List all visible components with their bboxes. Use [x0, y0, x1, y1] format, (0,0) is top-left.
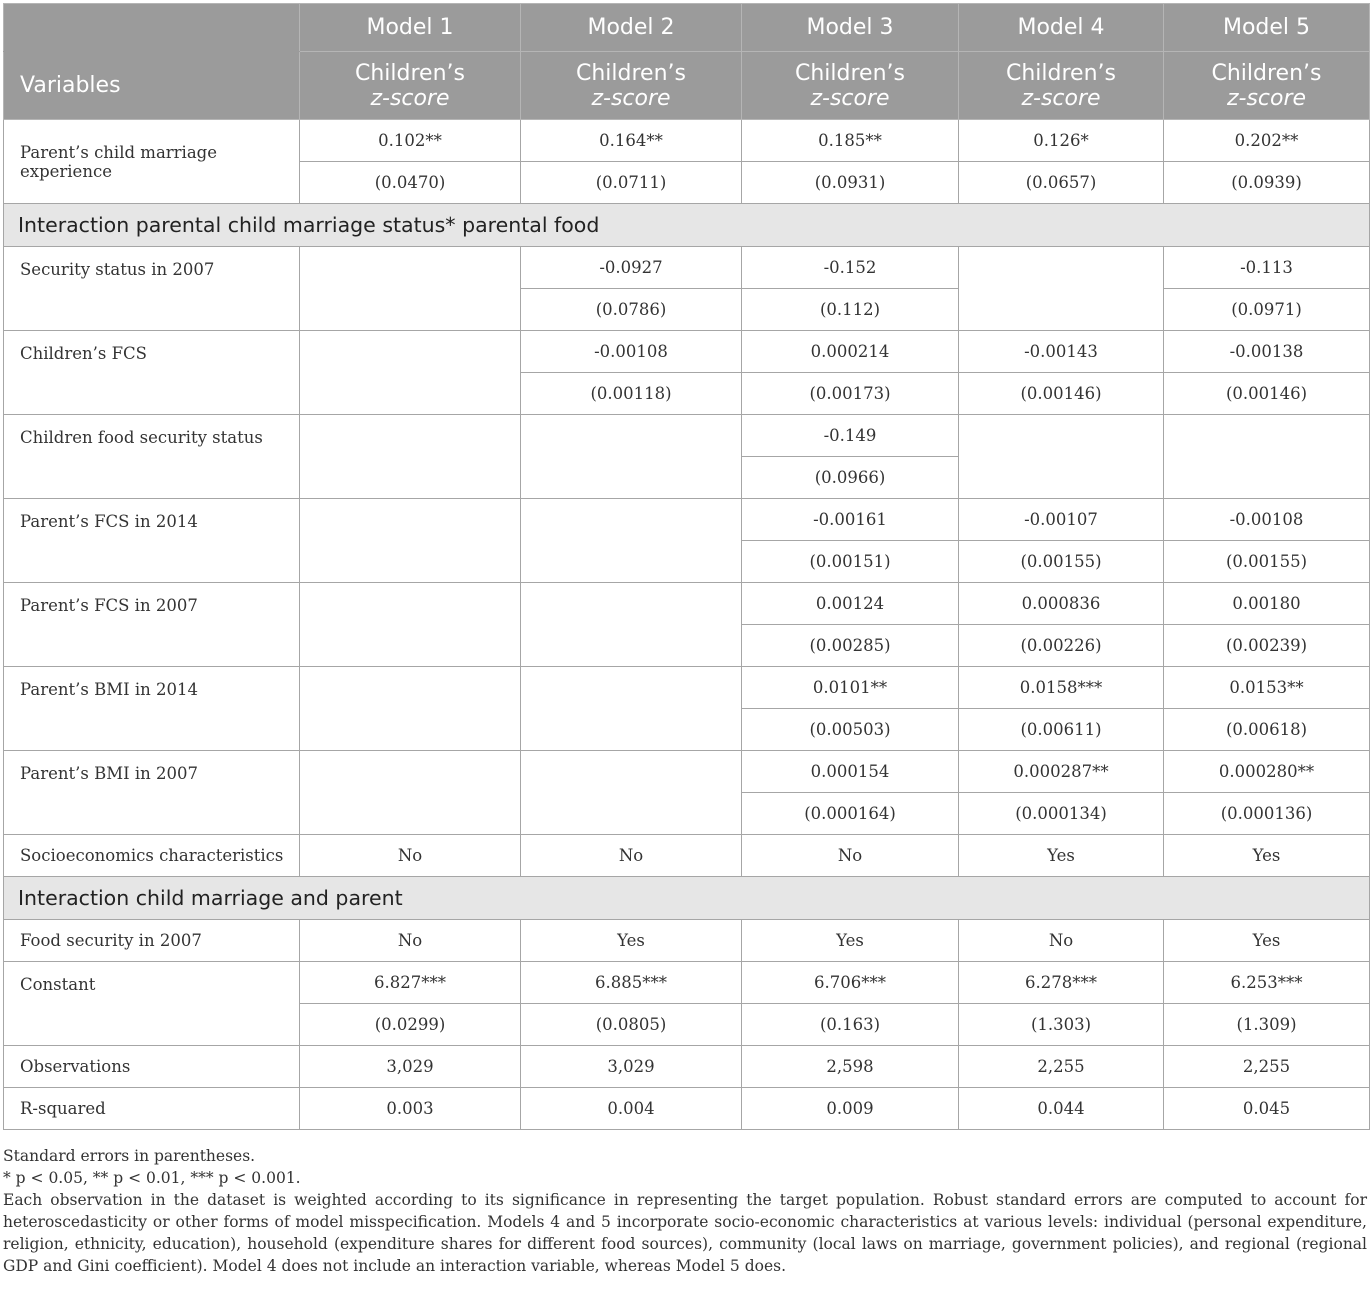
table-header — [4, 4, 1370, 120]
dependent-zscore: z-score — [1021, 85, 1101, 111]
row-label-constant: Constant — [4, 962, 300, 1046]
coef-cell: 0.000280** — [1164, 751, 1370, 793]
header-variables: Variables — [4, 52, 300, 120]
empty-cell — [959, 415, 1164, 499]
row-label-parent-fcs-2007: Parent’s FCS in 2007 — [4, 583, 300, 667]
header-corner — [4, 4, 300, 52]
empty-cell — [1164, 415, 1370, 499]
row-label-r-squared: R-squared — [4, 1088, 300, 1130]
coef-cell: 0.0101** — [742, 667, 959, 709]
se-cell: (0.00155) — [1164, 541, 1370, 583]
coef-cell: 0.164** — [521, 120, 742, 162]
se-cell: (0.0657) — [959, 162, 1164, 204]
coef-cell: 0.126* — [959, 120, 1164, 162]
se-cell: (0.00118) — [521, 373, 742, 415]
table-row — [4, 499, 1370, 541]
header-dependent-5 — [1164, 52, 1370, 120]
coef-cell: 0.102** — [300, 120, 521, 162]
dependent-label: Children’s — [355, 60, 465, 86]
note-standard-errors: Standard errors in parentheses. — [3, 1147, 256, 1165]
se-cell: (0.00503) — [742, 709, 959, 751]
table-row — [4, 667, 1370, 709]
value-cell: 3,029 — [521, 1046, 742, 1088]
dependent-zscore: z-score — [370, 85, 450, 111]
regression-table-container — [3, 3, 1369, 1130]
coef-cell: 0.185** — [742, 120, 959, 162]
table-row — [4, 962, 1370, 1004]
row-label-socioeconomics: Socioeconomics characteristics — [4, 835, 300, 877]
se-cell: (0.0470) — [300, 162, 521, 204]
header-model-4: Model 4 — [959, 4, 1164, 52]
header-dependent-1 — [300, 52, 521, 120]
value-cell: 2,598 — [742, 1046, 959, 1088]
table-row — [4, 1046, 1370, 1088]
se-cell: (0.112) — [742, 289, 959, 331]
value-cell: 0.009 — [742, 1088, 959, 1130]
se-cell: (0.0805) — [521, 1004, 742, 1046]
se-cell: (0.0711) — [521, 162, 742, 204]
table-row — [4, 920, 1370, 962]
row-label-children-fcs: Children’s FCS — [4, 331, 300, 415]
se-cell: (1.309) — [1164, 1004, 1370, 1046]
coef-cell: 0.00124 — [742, 583, 959, 625]
empty-cell — [300, 583, 521, 667]
coef-cell: -0.149 — [742, 415, 959, 457]
se-cell: (0.00618) — [1164, 709, 1370, 751]
value-cell: No — [959, 920, 1164, 962]
se-cell: (1.303) — [959, 1004, 1164, 1046]
se-cell: (0.00226) — [959, 625, 1164, 667]
header-model-5: Model 5 — [1164, 4, 1370, 52]
section-heading-2: Interaction child marriage and parent — [4, 877, 1370, 920]
header-model-2: Model 2 — [521, 4, 742, 52]
dependent-label: Children’s — [1006, 60, 1116, 86]
se-cell: (0.000136) — [1164, 793, 1370, 835]
coef-cell: -0.0927 — [521, 247, 742, 289]
table-row — [4, 751, 1370, 793]
empty-cell — [521, 499, 742, 583]
row-label-parent-fcs-2014: Parent’s FCS in 2014 — [4, 499, 300, 583]
table-row — [4, 247, 1370, 289]
empty-cell — [300, 415, 521, 499]
header-dependent-4 — [959, 52, 1164, 120]
se-cell: (0.0299) — [300, 1004, 521, 1046]
se-cell: (0.00285) — [742, 625, 959, 667]
coef-cell: 6.827*** — [300, 962, 521, 1004]
empty-cell — [521, 415, 742, 499]
empty-cell — [300, 499, 521, 583]
empty-cell — [521, 751, 742, 835]
table-row — [4, 835, 1370, 877]
coef-cell: -0.00108 — [1164, 499, 1370, 541]
se-cell: (0.0931) — [742, 162, 959, 204]
value-cell: 0.044 — [959, 1088, 1164, 1130]
empty-cell — [300, 247, 521, 331]
header-row-dependent — [4, 52, 1370, 120]
row-label-food-security-2007: Food security in 2007 — [4, 920, 300, 962]
note-significance: * p < 0.05, ** p < 0.01, *** p < 0.001. — [3, 1169, 301, 1187]
coef-cell: 0.0153** — [1164, 667, 1370, 709]
table-notes — [3, 1145, 1367, 1277]
se-cell: (0.00239) — [1164, 625, 1370, 667]
se-cell: (0.0971) — [1164, 289, 1370, 331]
empty-cell — [521, 583, 742, 667]
value-cell: 0.004 — [521, 1088, 742, 1130]
coef-cell: -0.00138 — [1164, 331, 1370, 373]
value-cell: 0.045 — [1164, 1088, 1370, 1130]
coef-cell: 0.000154 — [742, 751, 959, 793]
se-cell: (0.00146) — [959, 373, 1164, 415]
se-cell: (0.00155) — [959, 541, 1164, 583]
section-heading-1: Interaction parental child marriage status* parental food — [4, 204, 1370, 247]
table-row — [4, 1088, 1370, 1130]
table-row — [4, 331, 1370, 373]
row-label-parent-bmi-2007: Parent’s BMI in 2007 — [4, 751, 300, 835]
value-cell: Yes — [1164, 835, 1370, 877]
coef-cell: 6.253*** — [1164, 962, 1370, 1004]
empty-cell — [959, 247, 1164, 331]
value-cell: No — [300, 835, 521, 877]
row-label-parent-child-marriage: Parent’s child marriage experience — [4, 120, 300, 204]
coef-cell: -0.00161 — [742, 499, 959, 541]
se-cell: (0.0939) — [1164, 162, 1370, 204]
se-cell: (0.000134) — [959, 793, 1164, 835]
value-cell: 0.003 — [300, 1088, 521, 1130]
se-cell: (0.00146) — [1164, 373, 1370, 415]
dependent-label: Children’s — [576, 60, 686, 86]
dependent-zscore: z-score — [591, 85, 671, 111]
table-row — [4, 120, 1370, 162]
coef-cell: 6.706*** — [742, 962, 959, 1004]
value-cell: Yes — [959, 835, 1164, 877]
coef-cell: 0.00180 — [1164, 583, 1370, 625]
coef-cell: 0.000287** — [959, 751, 1164, 793]
empty-cell — [300, 331, 521, 415]
coef-cell: -0.00143 — [959, 331, 1164, 373]
header-dependent-3 — [742, 52, 959, 120]
value-cell: Yes — [742, 920, 959, 962]
table-row — [4, 583, 1370, 625]
coef-cell: 0.000836 — [959, 583, 1164, 625]
value-cell: Yes — [521, 920, 742, 962]
value-cell: 3,029 — [300, 1046, 521, 1088]
table-row — [4, 415, 1370, 457]
value-cell: No — [521, 835, 742, 877]
row-label-parent-bmi-2014: Parent’s BMI in 2014 — [4, 667, 300, 751]
empty-cell — [300, 667, 521, 751]
coef-cell: -0.00107 — [959, 499, 1164, 541]
row-label-observations: Observations — [4, 1046, 300, 1088]
coef-cell: 6.885*** — [521, 962, 742, 1004]
row-label-children-food-security: Children food security status — [4, 415, 300, 499]
dependent-label: Children’s — [795, 60, 905, 86]
se-cell: (0.0786) — [521, 289, 742, 331]
note-weighting: Each observation in the dataset is weighted according to its significance in representing the target population. Robust standard errors are computed to account for heteroscedasticity or other forms of model misspecification. Models 4 and 5 incorporate socio-economic characteristics at various levels: individual (personal expenditure, religion, ethnicity, education), household (expenditure shares for different food sources), community (local laws on marriage, government policies), and regional (regional GDP and Gini coefficient). Model 4 does not include an interaction variable, whereas Model 5 does. — [3, 1191, 1367, 1275]
value-cell: 2,255 — [1164, 1046, 1370, 1088]
row-label-security-status-2007: Security status in 2007 — [4, 247, 300, 331]
header-row-models — [4, 4, 1370, 52]
header-model-1: Model 1 — [300, 4, 521, 52]
coef-cell: 6.278*** — [959, 962, 1164, 1004]
coef-cell: -0.113 — [1164, 247, 1370, 289]
value-cell: No — [742, 835, 959, 877]
dependent-zscore: z-score — [1226, 85, 1307, 111]
coef-cell: -0.00108 — [521, 331, 742, 373]
value-cell: No — [300, 920, 521, 962]
value-cell: 2,255 — [959, 1046, 1164, 1088]
coef-cell: 0.202** — [1164, 120, 1370, 162]
se-cell: (0.000164) — [742, 793, 959, 835]
header-model-3: Model 3 — [742, 4, 959, 52]
header-dependent-2 — [521, 52, 742, 120]
dependent-label: Children’s — [1211, 60, 1322, 86]
se-cell: (0.163) — [742, 1004, 959, 1046]
table-body — [4, 120, 1370, 1130]
value-cell: Yes — [1164, 920, 1370, 962]
coef-cell: 0.000214 — [742, 331, 959, 373]
se-cell: (0.00173) — [742, 373, 959, 415]
dependent-zscore: z-score — [810, 85, 890, 111]
regression-table — [3, 3, 1370, 1130]
empty-cell — [300, 751, 521, 835]
section-row — [4, 204, 1370, 247]
coef-cell: 0.0158*** — [959, 667, 1164, 709]
empty-cell — [521, 667, 742, 751]
se-cell: (0.00611) — [959, 709, 1164, 751]
section-row — [4, 877, 1370, 920]
se-cell: (0.0966) — [742, 457, 959, 499]
se-cell: (0.00151) — [742, 541, 959, 583]
coef-cell: -0.152 — [742, 247, 959, 289]
